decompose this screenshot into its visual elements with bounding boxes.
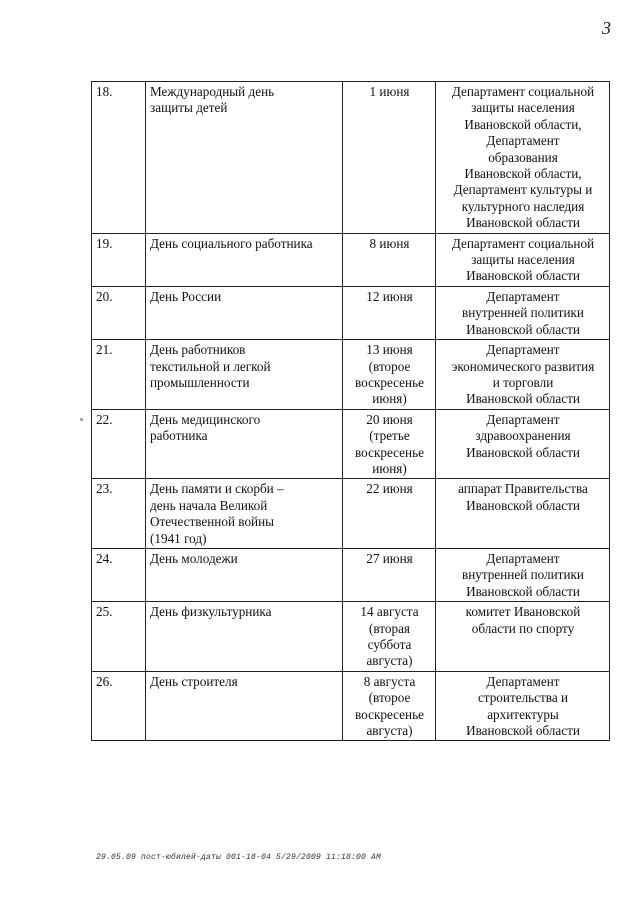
responsible-department: комитет Ивановской области по спорту	[436, 602, 610, 672]
event-name: День медицинского работника	[146, 409, 343, 479]
table-row	[92, 548, 610, 601]
event-name: День памяти и скорби – день начала Великой Отечественной войны (1941 год)	[146, 479, 343, 549]
table-row	[92, 479, 610, 549]
row-number: 24.	[92, 548, 146, 601]
responsible-department: аппарат Правительства Ивановской области	[436, 479, 610, 549]
responsible-department: Департамент внутренней политики Ивановской области	[436, 548, 610, 601]
event-date: 27 июня	[343, 548, 436, 601]
responsible-department: Департамент здравоохранения Ивановской области	[436, 409, 610, 479]
event-date: 8 августа (второе воскресенье августа)	[343, 671, 436, 741]
table-row	[92, 82, 610, 234]
row-number: 22.	[92, 409, 146, 479]
document-footer: 29.05.09 пост-юбилей-даты 001-18-04 5/29/2009 11:18:00 AM	[96, 853, 382, 862]
event-date: 22 июня	[343, 479, 436, 549]
table-row	[92, 340, 610, 410]
table-row	[92, 671, 610, 741]
responsible-department: Департамент строительства и архитектуры Ивановской области	[436, 671, 610, 741]
row-number: 25.	[92, 602, 146, 672]
event-date: 20 июня (третье воскресенье июня)	[343, 409, 436, 479]
event-name: День социального работника	[146, 233, 343, 286]
event-name: День физкультурника	[146, 602, 343, 672]
event-date: 13 июня (второе воскресенье июня)	[343, 340, 436, 410]
row-number: 23.	[92, 479, 146, 549]
responsible-department: Департамент социальной защиты населения Ивановской области	[436, 233, 610, 286]
row-number: 21.	[92, 340, 146, 410]
event-name: День работников текстильной и легкой промышленности	[146, 340, 343, 410]
row-number: 26.	[92, 671, 146, 741]
responsible-department: Департамент экономического развития и торговли Ивановской области	[436, 340, 610, 410]
event-date: 8 июня	[343, 233, 436, 286]
table-row	[92, 286, 610, 339]
events-table	[91, 81, 610, 741]
event-name: День России	[146, 286, 343, 339]
table-row	[92, 602, 610, 672]
row-number: 18.	[92, 82, 146, 234]
event-name: День молодежи	[146, 548, 343, 601]
responsible-department: Департамент внутренней политики Ивановской области	[436, 286, 610, 339]
responsible-department: Департамент социальной защиты населения Ивановской области, Департамент образования Ивановской области, Департамент культуры и культурного наследия Ивановской области	[436, 82, 610, 234]
event-date: 14 августа (вторая суббота августа)	[343, 602, 436, 672]
row-number: 19.	[92, 233, 146, 286]
event-name: День строителя	[146, 671, 343, 741]
event-date: 1 июня	[343, 82, 436, 234]
event-name: Международный день защиты детей	[146, 82, 343, 234]
scan-speck	[80, 418, 83, 421]
table-row	[92, 409, 610, 479]
table-row	[92, 233, 610, 286]
row-number: 20.	[92, 286, 146, 339]
page-number: 3	[602, 18, 611, 38]
event-date: 12 июня	[343, 286, 436, 339]
